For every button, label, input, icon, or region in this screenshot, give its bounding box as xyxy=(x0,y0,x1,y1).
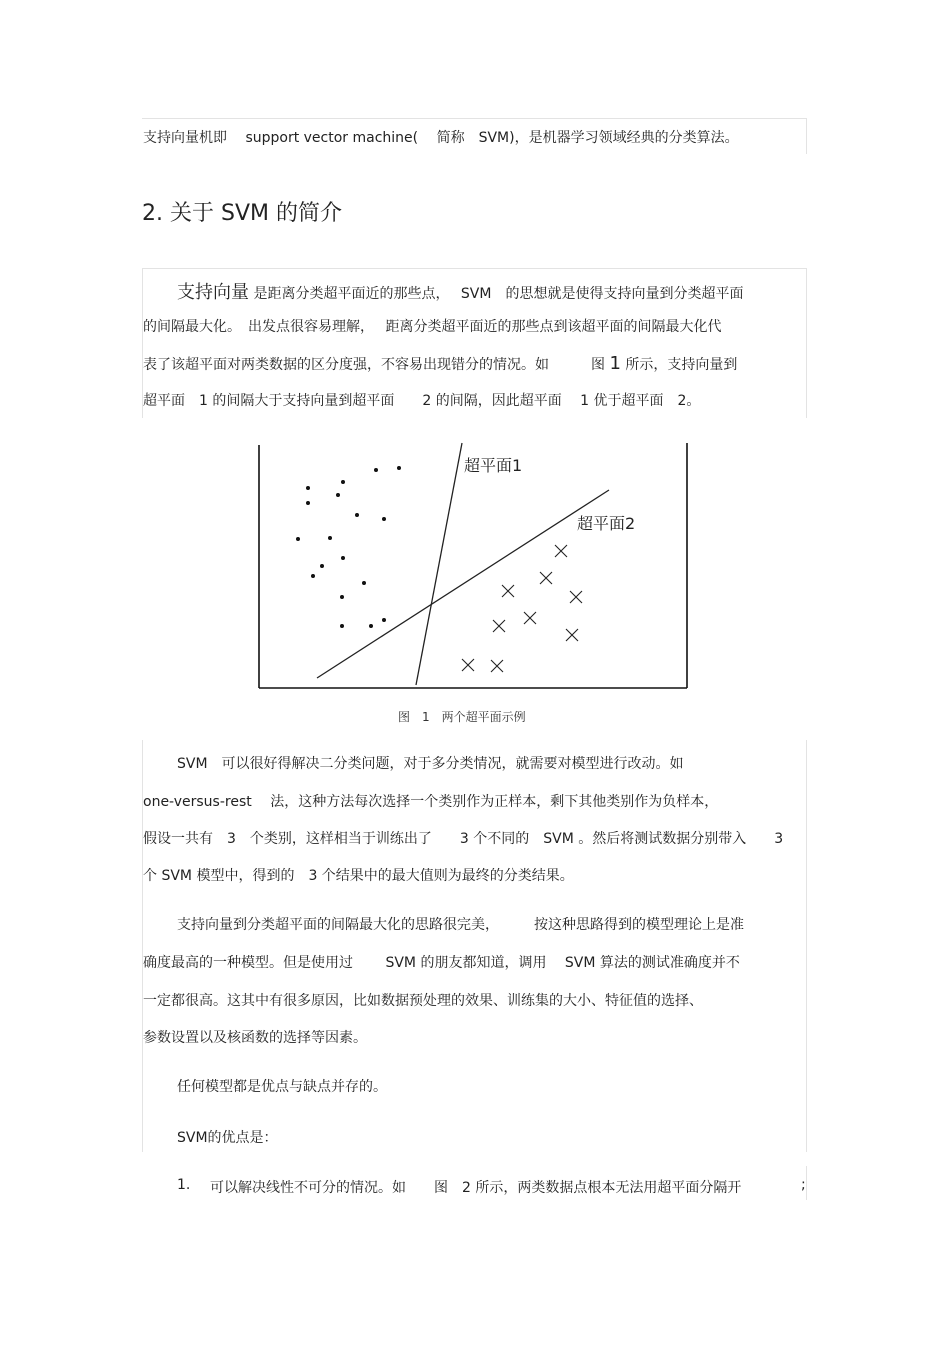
class-a-dot xyxy=(306,501,310,505)
intro-line: 支持向量机即 support vector machine( 简称 SVM)，是机器学习领域经典的分类算法。 xyxy=(143,130,739,146)
para3-line-1: 支持向量到分类超平面的间隔最大化的思路很完美， 按这种思路得到的模型理论上是准 xyxy=(177,917,744,933)
class-a-dot xyxy=(382,517,386,521)
class-a-dots xyxy=(296,466,401,628)
para2-line-3: 假设一共有 3 个类别，这样相当于训练出了 3 个不同的 SVM 。然后将测试数据分别带入 3 xyxy=(143,831,784,847)
class-a-dot xyxy=(341,480,345,484)
para1-line-4: 超平面 1 的间隔大于支持向量到超平面 2 的间隔，因此超平面 1 优于超平面 2。 xyxy=(143,393,701,409)
class-b-cross xyxy=(524,612,536,624)
class-b-cross xyxy=(491,660,503,672)
class-a-dot xyxy=(397,466,401,470)
class-a-dot xyxy=(320,564,324,568)
hyperplane-2-label: 超平面2 xyxy=(577,514,636,533)
para1-line-2: 的间隔最大化。 出发点很容易理解， 距离分类超平面近的那些点到该超平面的间隔最大化代 xyxy=(143,319,722,335)
para3-line-4: 参数设置以及核函数的选择等因素。 xyxy=(143,1030,367,1046)
para2-line-2: one-versus-rest 法，这种方法每次选择一个类别作为正样本，剩下其他类别作为负样本， xyxy=(143,794,719,810)
class-b-crosses xyxy=(462,545,582,672)
list-right-rule xyxy=(806,1166,807,1200)
class-a-dot xyxy=(311,574,315,578)
class-a-dot xyxy=(340,595,344,599)
figure-hyperplanes xyxy=(255,437,695,693)
hyperplane-1-label: 超平面1 xyxy=(464,456,523,475)
para1-line3-a: 表了该超平面对两类数据的区分度强，不容易出现错分的情况。如 图 xyxy=(143,357,605,373)
para4-line: 任何模型都是优点与缺点并存的。 xyxy=(177,1079,387,1095)
class-a-dot xyxy=(296,537,300,541)
class-b-cross xyxy=(570,591,582,603)
para3-line-2: 确度最高的一种模型。但是使用过 SVM 的朋友都知道，调用 SVM 算法的测试准确度并不 xyxy=(143,955,740,971)
class-a-dot xyxy=(369,624,373,628)
list-item-1-number: 1. xyxy=(177,1177,191,1193)
class-a-dot xyxy=(382,618,386,622)
para2-line-1: SVM 可以很好得解决二分类问题，对于多分类情况，就需要对模型进行改动。如 xyxy=(177,756,684,772)
para1-right-rule xyxy=(806,268,807,418)
class-a-dot xyxy=(336,493,340,497)
para1-line1-rest: 是距离分类超平面近的那些点， SVM 的思想就是使得支持向量到分类超平面 xyxy=(249,286,744,302)
para1-line-3 xyxy=(143,353,737,374)
list-item-1-text: 可以解决线性不可分的情况。如 图 2 所示，两类数据点根本无法用超平面分隔开 xyxy=(210,1180,742,1196)
class-a-dot xyxy=(355,513,359,517)
para1-top-rule xyxy=(142,268,807,269)
class-a-dot xyxy=(340,624,344,628)
class-a-dot xyxy=(328,536,332,540)
hyperplane-2-line xyxy=(317,490,609,678)
class-b-cross xyxy=(493,620,505,632)
para1-lead: 支持向量 xyxy=(177,282,249,303)
body-right-rule xyxy=(806,740,807,1152)
class-a-dot xyxy=(306,486,310,490)
figure-caption: 图 1 两个超平面示例 xyxy=(398,710,526,724)
para1-line-1 xyxy=(177,278,743,304)
class-b-cross xyxy=(462,659,474,671)
class-a-dot xyxy=(362,581,366,585)
section-title: 2. 关于 SVM 的简介 xyxy=(142,201,342,226)
para5-line: SVM的优点是： xyxy=(177,1130,278,1146)
list-item-1-end: ; xyxy=(801,1177,806,1193)
para3-line-3: 一定都很高。这其中有很多原因，比如数据预处理的效果、训练集的大小、特征值的选择、 xyxy=(143,993,703,1009)
class-b-cross xyxy=(502,585,514,597)
class-b-cross xyxy=(566,629,578,641)
para2-line-4: 个 SVM 模型中，得到的 3 个结果中的最大值则为最终的分类结果。 xyxy=(143,868,574,884)
intro-top-rule xyxy=(142,118,807,119)
hyperplane-diagram xyxy=(255,437,695,693)
class-b-cross xyxy=(555,545,567,557)
hyperplane-1-line xyxy=(416,443,462,685)
para1-figure-number: 1 xyxy=(609,353,621,374)
intro-right-rule xyxy=(806,118,807,154)
para1-line3-b: 所示，支持向量到 xyxy=(625,357,738,373)
class-a-dot xyxy=(374,468,378,472)
class-a-dot xyxy=(341,556,345,560)
class-b-cross xyxy=(540,572,552,584)
